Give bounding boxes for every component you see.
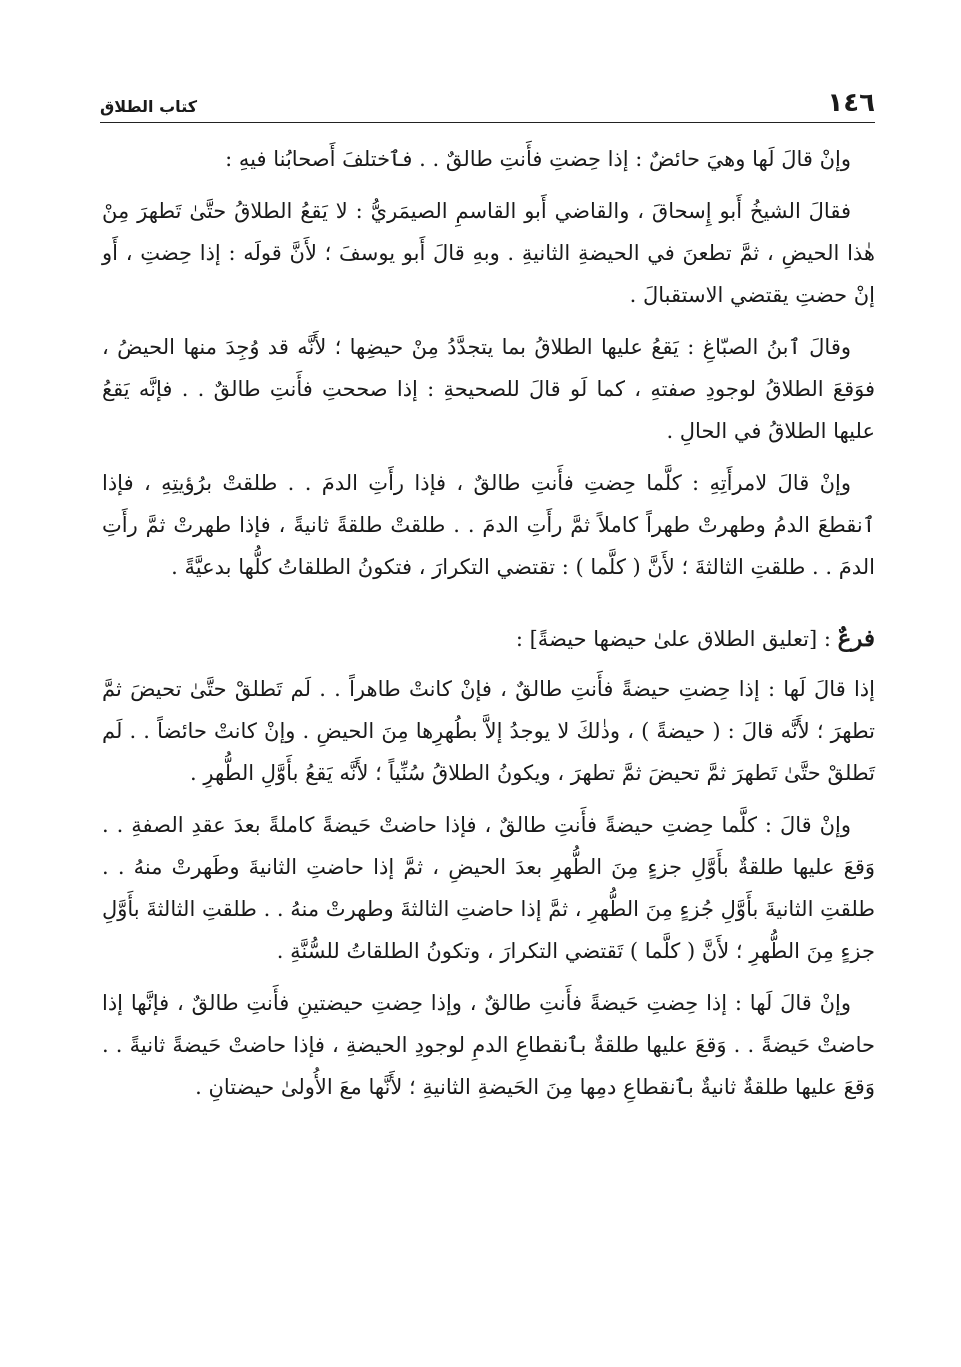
book-title: كتاب الطلاق — [100, 97, 198, 116]
paragraph-2: فقالَ الشيخُ أَبو إِسحاقَ ، والقاضي أَبو القاسمِ الصيمَريُّ : لا يَقعُ الطلاقُ حتَّىٰ تَطهرَ مِنْ هٰذا الحيضِ ، ثمَّ تطعنَ في الحيضةِ الثانيةِ . وبهِ قالَ أَبو يوسفَ ؛ لأَنَّ قولَه : إذا حِضتِ ، أَو إنْ حضتِ يقتضي الاستقبالَ . — [102, 199, 875, 307]
paragraph-5: إذا قالَ لَها : إذا حِضتِ حيضةً فأَنتِ طالقٌ ، فإنْ كانتْ طاهراً . . لَم تَطلقْ حتَّىٰ تحيضَ ثمَّ تطهرَ ؛ لأَنَّه قالَ : ( حيضةً ) ، وذٰلكَ لا يوجدُ إلاَّ بطُهرِها مِنَ الحيضِ . وإنْ كانتْ حائضاً . . لَم تَطلقْ حتَّىٰ تَطهرَ ثمَّ تحيضَ ثمَّ تطهرَ ، ويكونُ الطلاقُ سُنِّياً ؛ لأَنَّه يَقعُ بأَوَّلِ الطُّهرِ . — [102, 677, 875, 785]
branch-label: فرعٌ — [837, 625, 875, 652]
page-number: ١٤٦ — [827, 88, 875, 118]
body-text — [102, 138, 875, 1118]
running-head — [100, 82, 875, 118]
paragraph-3: وقالَ ٱبنُ الصبّاغِ : يَقعُ عليها الطلاقُ بما يتجدَّدُ مِنْ حيضِها ؛ لأَنَّه قد وُجِدَ منها الحيضُ ، فوَقعَ الطلاقُ لوجودِ صفتهِ ، كما لَو قالَ للصحيحةِ : إذا صححتِ فأَنتِ طالقٌ . . فإنَّه يَقعُ عليها الطلاقُ في الحالِ . — [102, 335, 875, 443]
header-divider — [100, 122, 875, 123]
paragraph-7: وإنْ قالَ لَها : إذا حِضتِ حَيضةً فأَنتِ طالقٌ ، وإذا حِضتِ حيضتينِ فأَنتِ طالقٌ ، فإنَّها إذا حاضتْ حَيضةً . . وَقعَ عليها طلقةٌ بٱنقطاعِ الدمِ لوجودِ الحيضةِ ، فإذا حاضتْ حَيضةً ثانيةً . . وَقعَ عليها طلقةٌ ثانيةٌ بٱنقطاعِ دمِها مِنَ الحَيضةِ الثانيةِ ؛ لأَنَّها معَ الأُولىٰ حيضتانِ . — [102, 991, 875, 1099]
paragraph-1: وإنْ قالَ لَها وهيَ حائضٌ : إذا حِضتِ فأَنتِ طالقٌ . . فٱختلفَ أَصحابُنا فيهِ : — [225, 147, 851, 171]
paragraph-6: وإنْ قالَ : كلَّما حِضتِ حيضةً فأَنتِ طالقٌ ، فإذا حاضتْ حَيضةً كاملةً بعدَ عقدِ الصفةِ . . وَقعَ عليها طلقةٌ بأَوَّلِ جزءٍ مِنَ الطُّهرِ بعدَ الحيضِ ، ثمَّ إذا حاضتِ الثانيةَ وطَهرتْ منهُ . . طلقتِ الثانيةَ بأَوَّلِ جُزءٍ مِنَ الطُّهرِ ، ثمَّ إذا حاضتِ الثالثةَ وطهرتْ منهُ . . طلقتِ الثالثةَ بأَوَّلِ جزءٍ مِنَ الطُّهرِ ؛ لأَنَّ ( كلَّما ) تَقتضي التكرارَ ، وتكونُ الطلقاتُ للسُّنَّةِ . — [102, 813, 875, 963]
paragraph-4: وإنْ قالَ لامرأَتِهِ : كلَّما حِضتِ فأَنتِ طالقٌ ، فإذا رأَتِ الدمَ . . طلقتْ برُؤيتِهِ ، فإذا ٱنقطعَ الدمُ وطهرتْ طهراً كاملاً ثمَّ رأَتِ الدمَ . . طلقتْ طلقةً ثانيةً ، فإذا طهرتْ ثمَّ رأَتِ الدمَ . . طلقتِ الثالثةَ ؛ لأَنَّ ( كلَّما ) : تقتضي التكرارَ ، فتكونُ الطلقاتُ كلُّها بدعيَّةً . — [102, 471, 875, 579]
branch-title: : [تعليق الطلاق علىٰ حيضها حيضةً] : — [515, 627, 831, 651]
branch-heading — [102, 618, 875, 660]
